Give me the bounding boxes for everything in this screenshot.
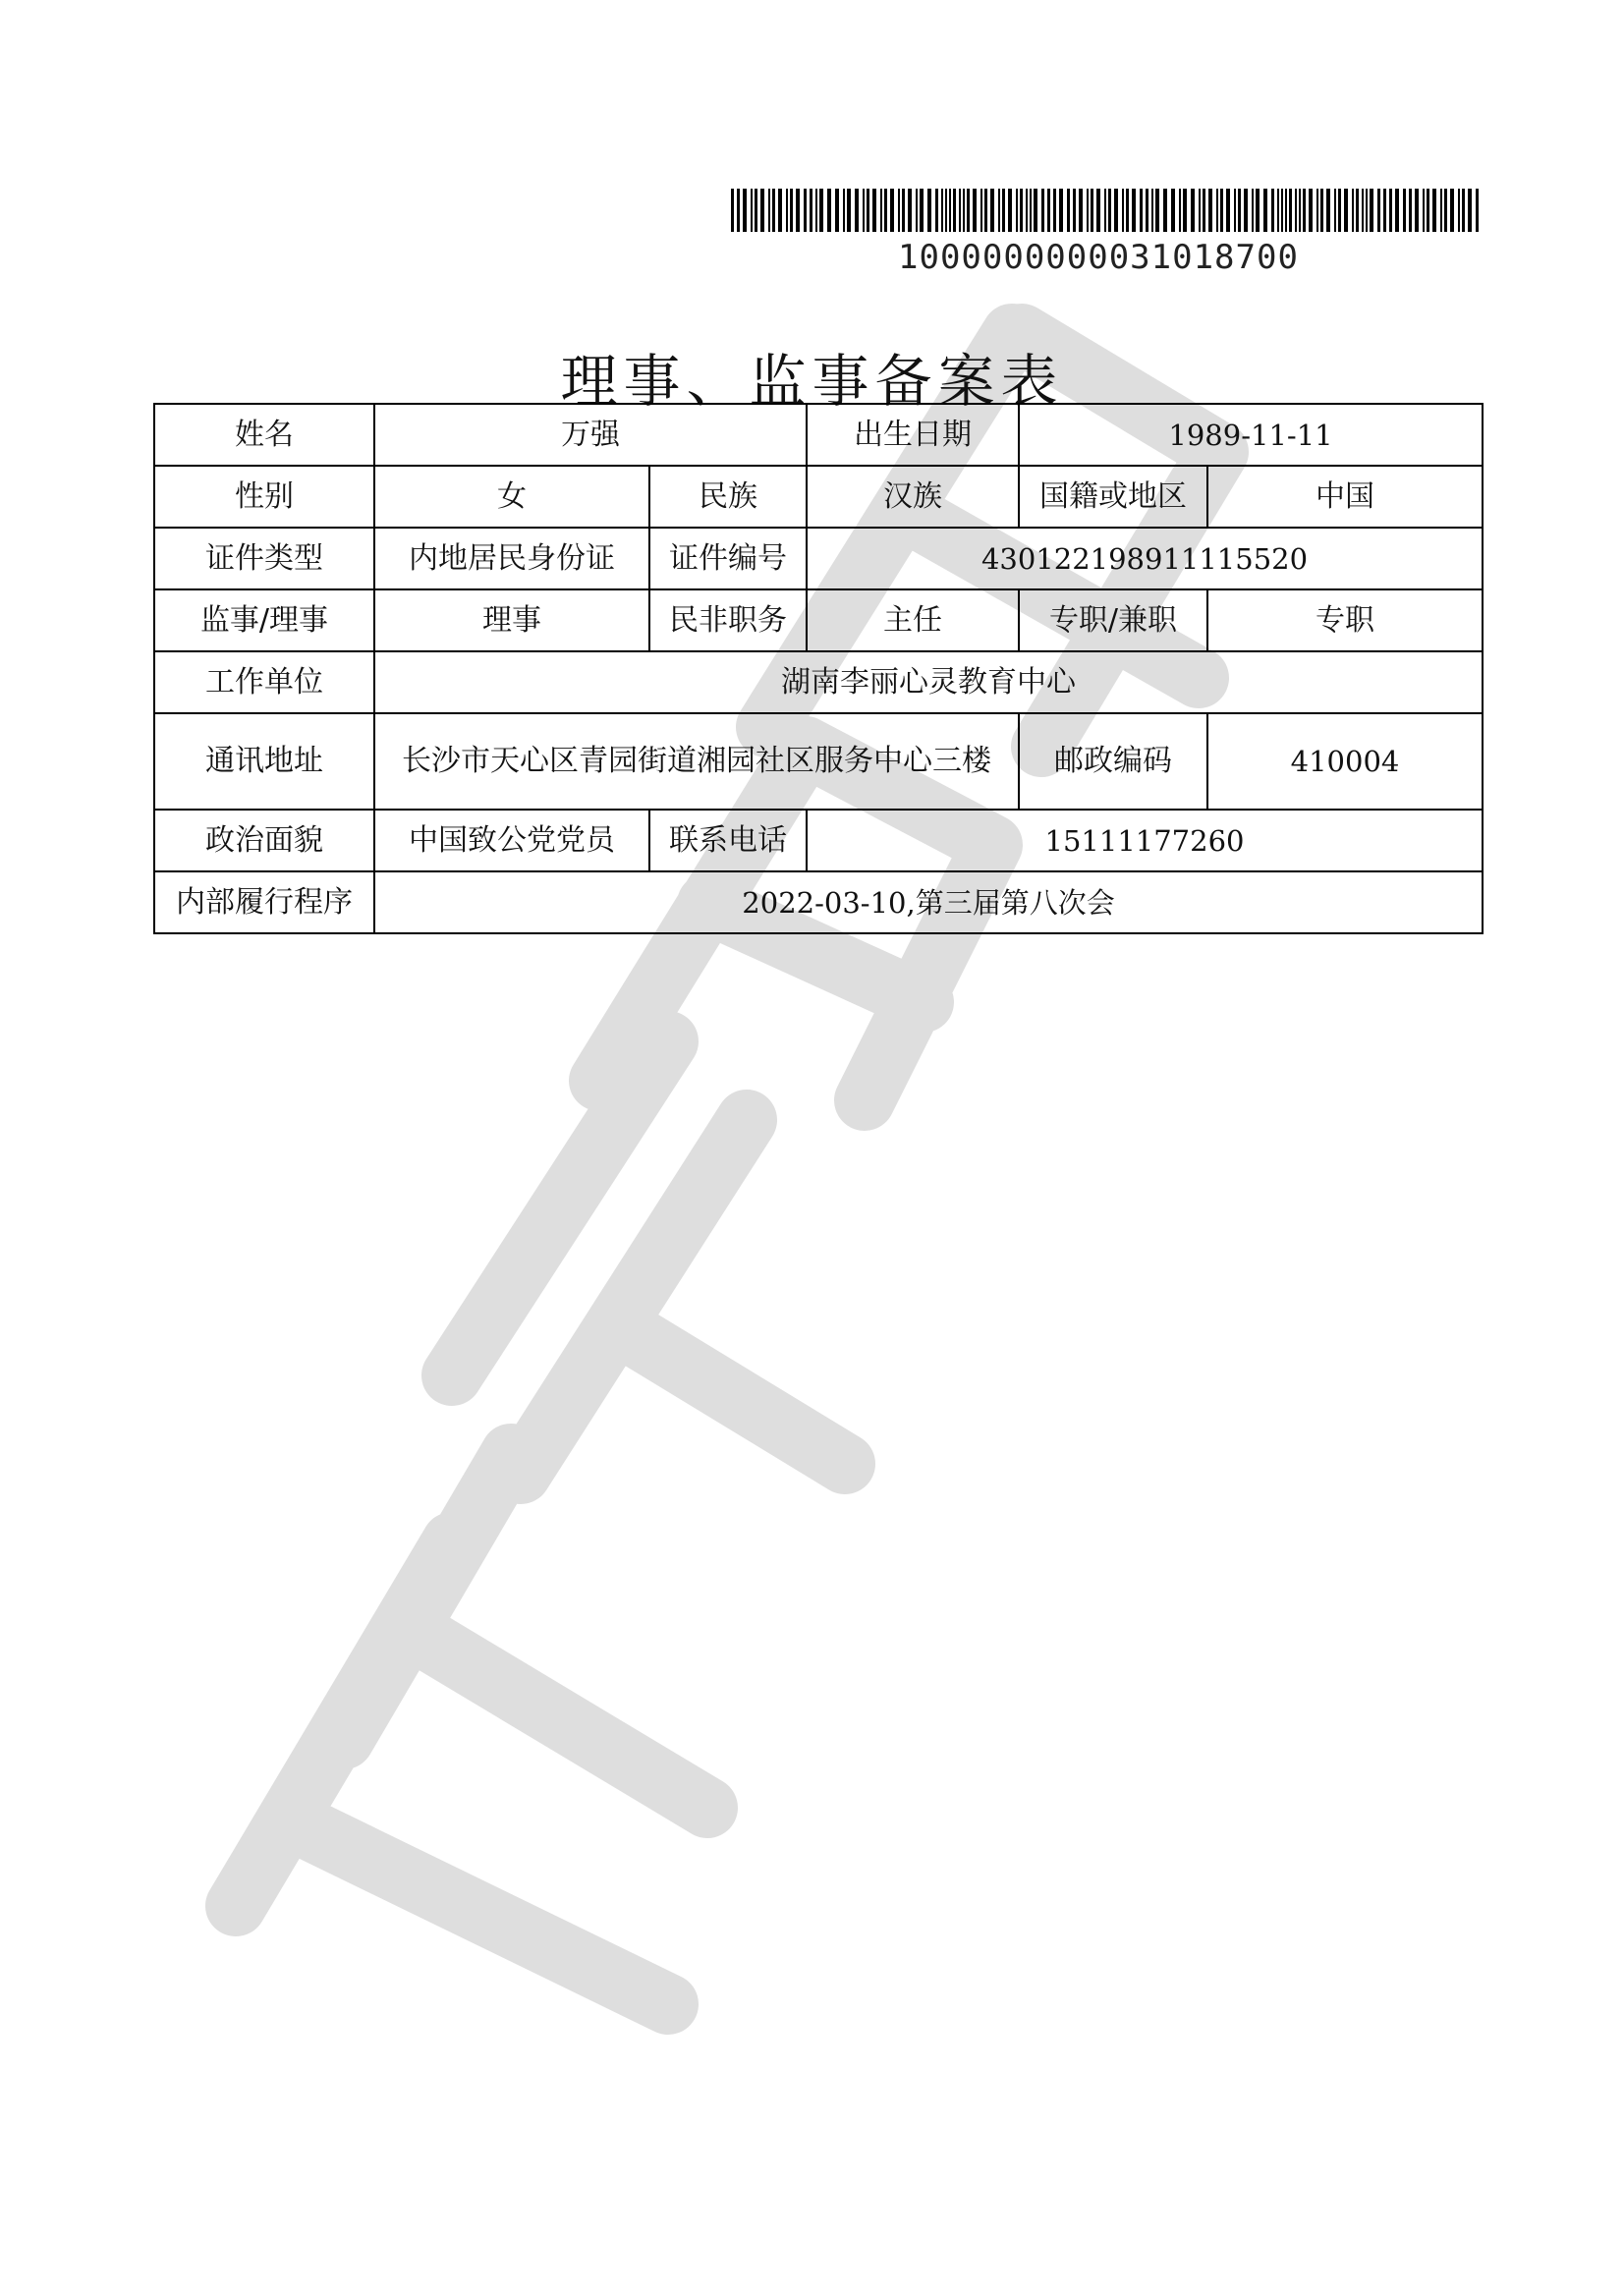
role-value: 理事 [374,589,649,651]
barcode-number: 1000000000031018700 [898,238,1299,277]
fulltime-value: 专职 [1207,589,1483,651]
id-number-value: 430122198911115520 [807,528,1483,589]
birth-label: 出生日期 [807,404,1019,466]
political-label: 政治面貌 [154,810,374,871]
record-table [153,403,1484,934]
table-row [154,466,1483,528]
address-label: 通讯地址 [154,713,374,810]
name-label: 姓名 [154,404,374,466]
table-row [154,589,1483,651]
barcode-bars [731,189,1485,232]
address-value: 长沙市天心区青园街道湘园社区服务中心三楼 [374,713,1019,810]
phone-label: 联系电话 [649,810,807,871]
phone-value: 15111177260 [807,810,1483,871]
table-row [154,404,1483,466]
employer-label: 工作单位 [154,651,374,713]
role-label: 监事/理事 [154,589,374,651]
postcode-label: 邮政编码 [1019,713,1207,810]
gender-value: 女 [374,466,649,528]
position-label: 民非职务 [649,589,807,651]
table-row [154,528,1483,589]
political-value: 中国致公党党员 [374,810,649,871]
table-row [154,651,1483,713]
id-type-value: 内地居民身份证 [374,528,649,589]
ethnicity-label: 民族 [649,466,807,528]
table-row [154,871,1483,933]
ethnicity-value: 汉族 [807,466,1019,528]
procedure-label: 内部履行程序 [154,871,374,933]
fulltime-label: 专职/兼职 [1019,589,1207,651]
birth-value: 1989-11-11 [1019,404,1483,466]
nationality-label: 国籍或地区 [1019,466,1207,528]
postcode-value: 410004 [1207,713,1483,810]
table-row [154,713,1483,810]
name-value: 万强 [374,404,807,466]
nationality-value: 中国 [1207,466,1483,528]
id-type-label: 证件类型 [154,528,374,589]
position-value: 主任 [807,589,1019,651]
procedure-value: 2022-03-10,第三届第八次会 [374,871,1483,933]
barcode [731,189,1485,277]
employer-value: 湖南李丽心灵教育中心 [374,651,1483,713]
document-title: 理事、监事备案表 [560,347,1064,415]
gender-label: 性别 [154,466,374,528]
table-row [154,810,1483,871]
id-number-label: 证件编号 [649,528,807,589]
